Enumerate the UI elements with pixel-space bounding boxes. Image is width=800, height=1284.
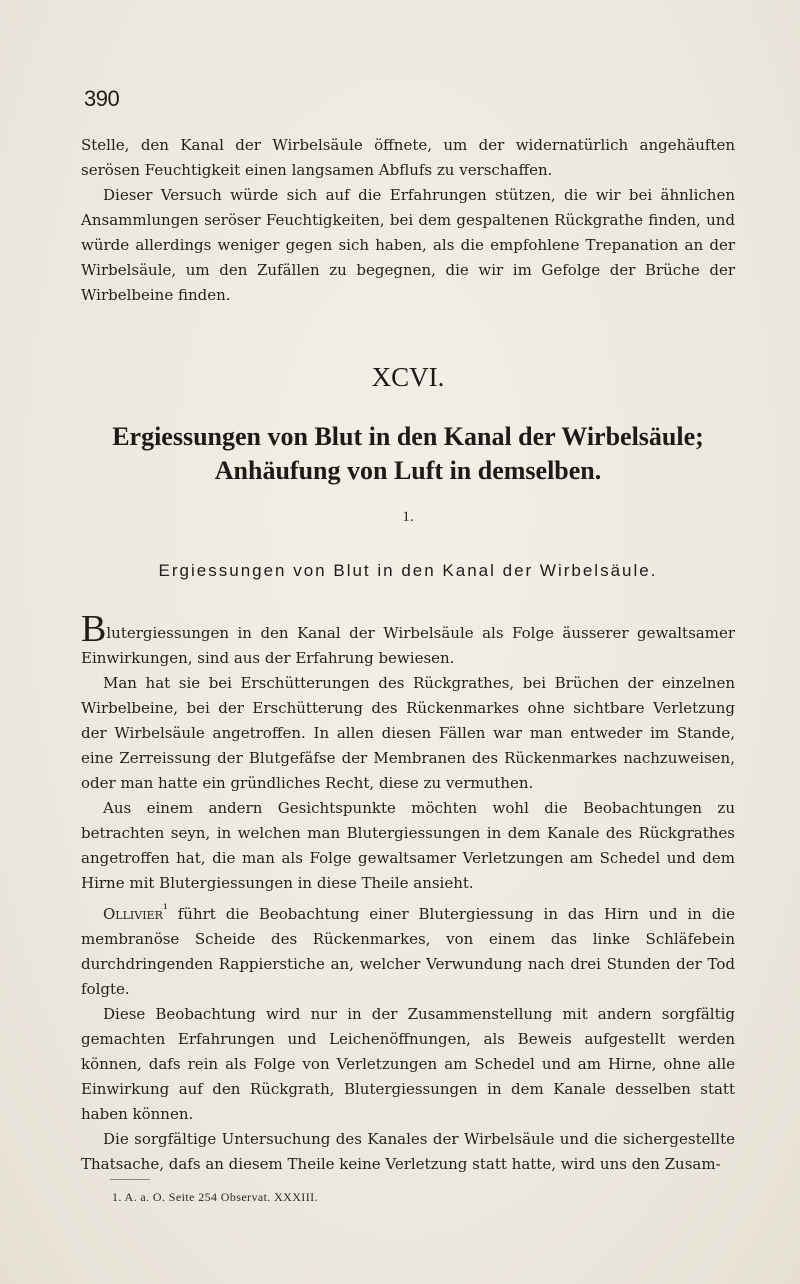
chapter-number: XCVI. — [371, 362, 445, 392]
section-title: Ergiessungen von Blut in den Kanal der Wirbelsäule. — [158, 561, 658, 580]
footnote-divider — [110, 1179, 150, 1180]
body-paragraph-2: Man hat sie bei Erschütterungen des Rückgrathes, bei Brüchen der einzelnen Wirbelbeine, bei der Erschütterung des Rückenmarkes ohne sichtbare Verletzung der Wirbelsäule angetroffen. In allen diesen Fällen war man entweder im Stande, eine Zerreissung der Blutgefäfse der Membranen des Rückenmarkes nachzuweisen, oder man hatte ein gründliches Recht, diese zu vermuthen. — [81, 674, 735, 792]
page-number: 390 — [84, 86, 120, 111]
footnote: 1. A. a. O. Seite 254 Observat. XXXIII. — [112, 1190, 318, 1204]
intro-paragraph-2: Dieser Versuch würde sich auf die Erfahrungen stützen, die wir bei ähnlichen Ansammlungen seröser Feuchtigkeiten, bei dem gespaltenen Rückgrathe finden, und würde allerdings weniger gegen sich haben, als die empfohlene Trepanation an der Wirbelsäule, um den Zufällen zu begegnen, die wir im Gefolge der Brüche der Wirbelbeine finden. — [81, 186, 735, 304]
body-text — [81, 608, 735, 1177]
footnote-ref: ¹ — [162, 901, 168, 916]
intro-text — [81, 133, 735, 308]
body-paragraph-1-text: lutergiessungen in den Kanal der Wirbelsäule als Folge äusserer gewaltsamer Einwirkungen, sind aus der Erfahrung bewiesen. — [81, 624, 735, 667]
chapter-title: Ergiessungen von Blut in den Kanal der Wirbelsäule; Anhäufung von Luft in demselben. — [112, 422, 704, 485]
intro-paragraph-1: Stelle, den Kanal der Wirbelsäule öffnete, um der widernatürlich angehäuften serösen Feuchtigkeit einen langsamen Abflufs zu verschaffen. — [81, 136, 735, 179]
body-paragraph-5: Diese Beobachtung wird nur in der Zusammenstellung mit andern sorgfältig gemachten Erfahrungen und Leichenöffnungen, als Beweis aufgestellt werden können, dafs rein als Folge von Verletzungen am Schedel und am Hirne, ohne alle Einwirkung auf den Rückgrath, Blutergiessungen in dem Kanale desselben statt haben können. — [81, 1005, 735, 1123]
author-name: Ollivier — [103, 905, 163, 923]
body-paragraph-4-text: führt die Beobachtung einer Blutergiessung in das Hirn und in die membranöse Scheide des Rückenmarkes, von einem das linke Schläfebein durchdringenden Rappierstiche an, welcher Verwundung nach drei Stunden der Tod folgte. — [81, 905, 735, 998]
body-paragraph-1 — [81, 608, 735, 671]
body-paragraph-4 — [81, 896, 735, 1002]
section-number: 1. — [402, 509, 414, 525]
body-paragraph-3: Aus einem andern Gesichtspunkte möchten wohl die Beobachtungen zu betrachten seyn, in welchen man Blutergiessungen in dem Kanale des Rückgrathes angetroffen hat, die man als Folge gewaltsamer Verletzungen am Schedel und dem Hirne mit Blutergiessungen in diese Theile ansieht. — [81, 799, 735, 892]
drop-cap: B — [81, 608, 107, 650]
body-paragraph-6: Die sorgfältige Untersuchung des Kanales der Wirbelsäule und die sichergestellte Thatsache, dafs an diesem Theile keine Verletzung statt hatte, wird uns den Zusam- — [81, 1130, 735, 1173]
